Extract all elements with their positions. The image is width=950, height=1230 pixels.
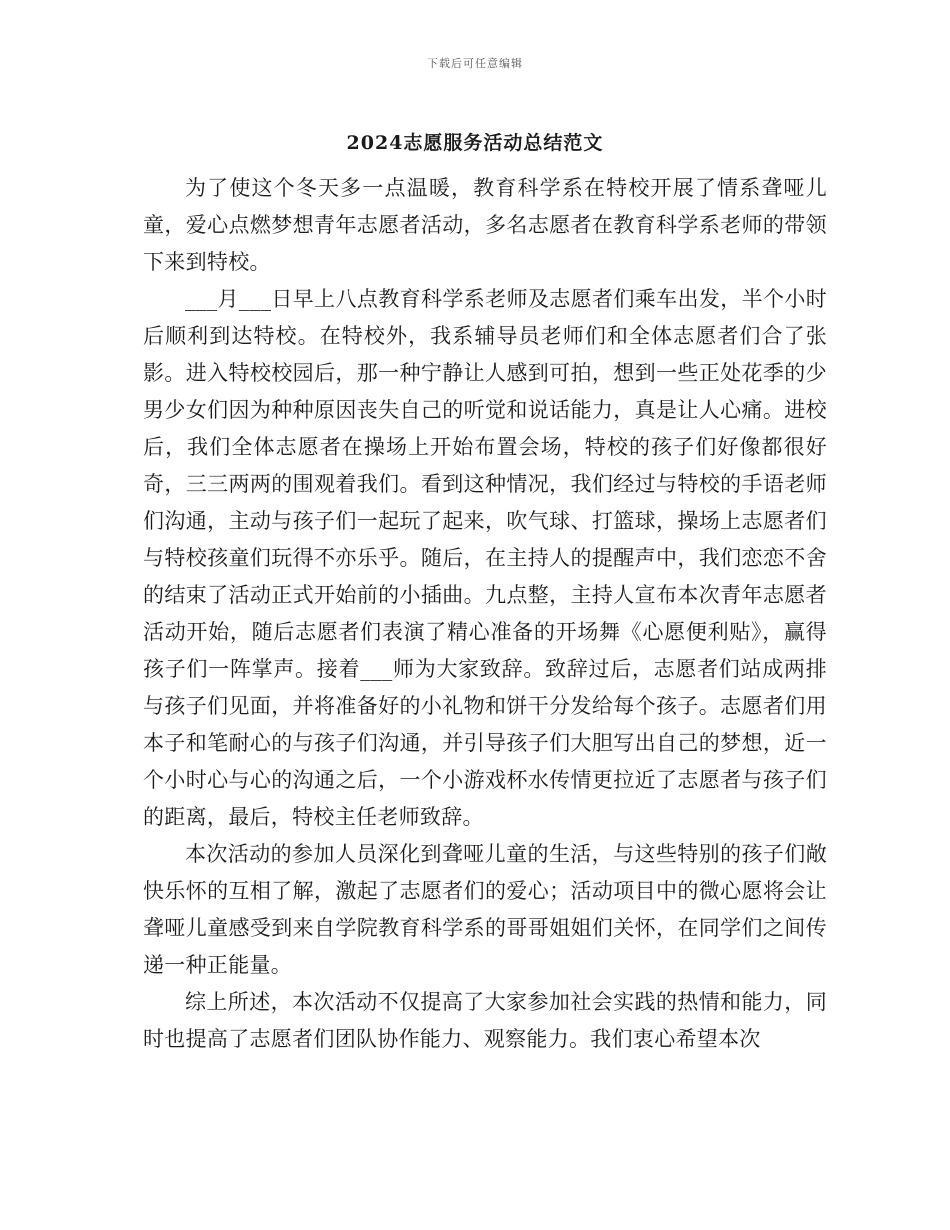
- paragraph-summary: 综上所述，本次活动不仅提高了大家参加社会实践的热情和能力，同时也提高了志愿者们团队协作能力、观察能力。我们衷心希望本次: [143, 990, 827, 1051]
- document-body: [143, 170, 827, 1058]
- header-note: 下载后可任意编辑: [427, 57, 523, 70]
- paragraph-impact: 本次活动的参加人员深化到聋哑儿童的生活，与这些特别的孩子们敞快乐怀的互相了解，激起了志愿者们的爱心；活动项目中的微心愿将会让聋哑儿童感受到来自学院教育科学系的哥哥姐姐们关怀，在同学们之间传递一种正能量。: [143, 842, 827, 977]
- paragraph-activity: ___月___日早上八点教育科学系老师及志愿者们乘车出发，半个小时后顺利到达特校。在特校外，我系辅导员老师们和全体志愿者们合了张影。进入特校校园后，那一种宁静让人感到可拍，想到一些正处花季的少男少女们因为种种原因丧失自己的听觉和说话能力，真是让人心痛。进校后，我们全体志愿者在操场上开始布置会场，特校的孩子们好像都很好奇，三三两两的围观着我们。看到这种情况，我们经过与特校的手语老师们沟通，主动与孩子们一起玩了起来，吹气球、打篮球，操场上志愿者们与特校孩童们玩得不亦乐乎。随后，在主持人的提醒声中，我们恋恋不舍的结束了活动正式开始前的小插曲。九点整，主持人宣布本次青年志愿者活动开始，随后志愿者们表演了精心准备的开场舞《心愿便利贴》，赢得孩子们一阵掌声。接着___师为大家致辞。致辞过后，志愿者们站成两排与孩子们见面，并将准备好的小礼物和饼干分发给每个孩子。志愿者们用本子和笔耐心的与孩子们沟通，并引导孩子们大胆写出自己的梦想，近一个小时心与心的沟通之后，一个小游戏杯水传情更拉近了志愿者与孩子们的距离，最后，特校主任老师致辞。: [143, 287, 827, 829]
- paragraph-intro: 为了使这个冬天多一点温暖，教育科学系在特校开展了情系聋哑儿童，爱心点燃梦想青年志愿者活动，多名志愿者在教育科学系老师的带领下来到特校。: [143, 176, 827, 274]
- document-title: 2024志愿服务活动总结范文: [346, 132, 604, 154]
